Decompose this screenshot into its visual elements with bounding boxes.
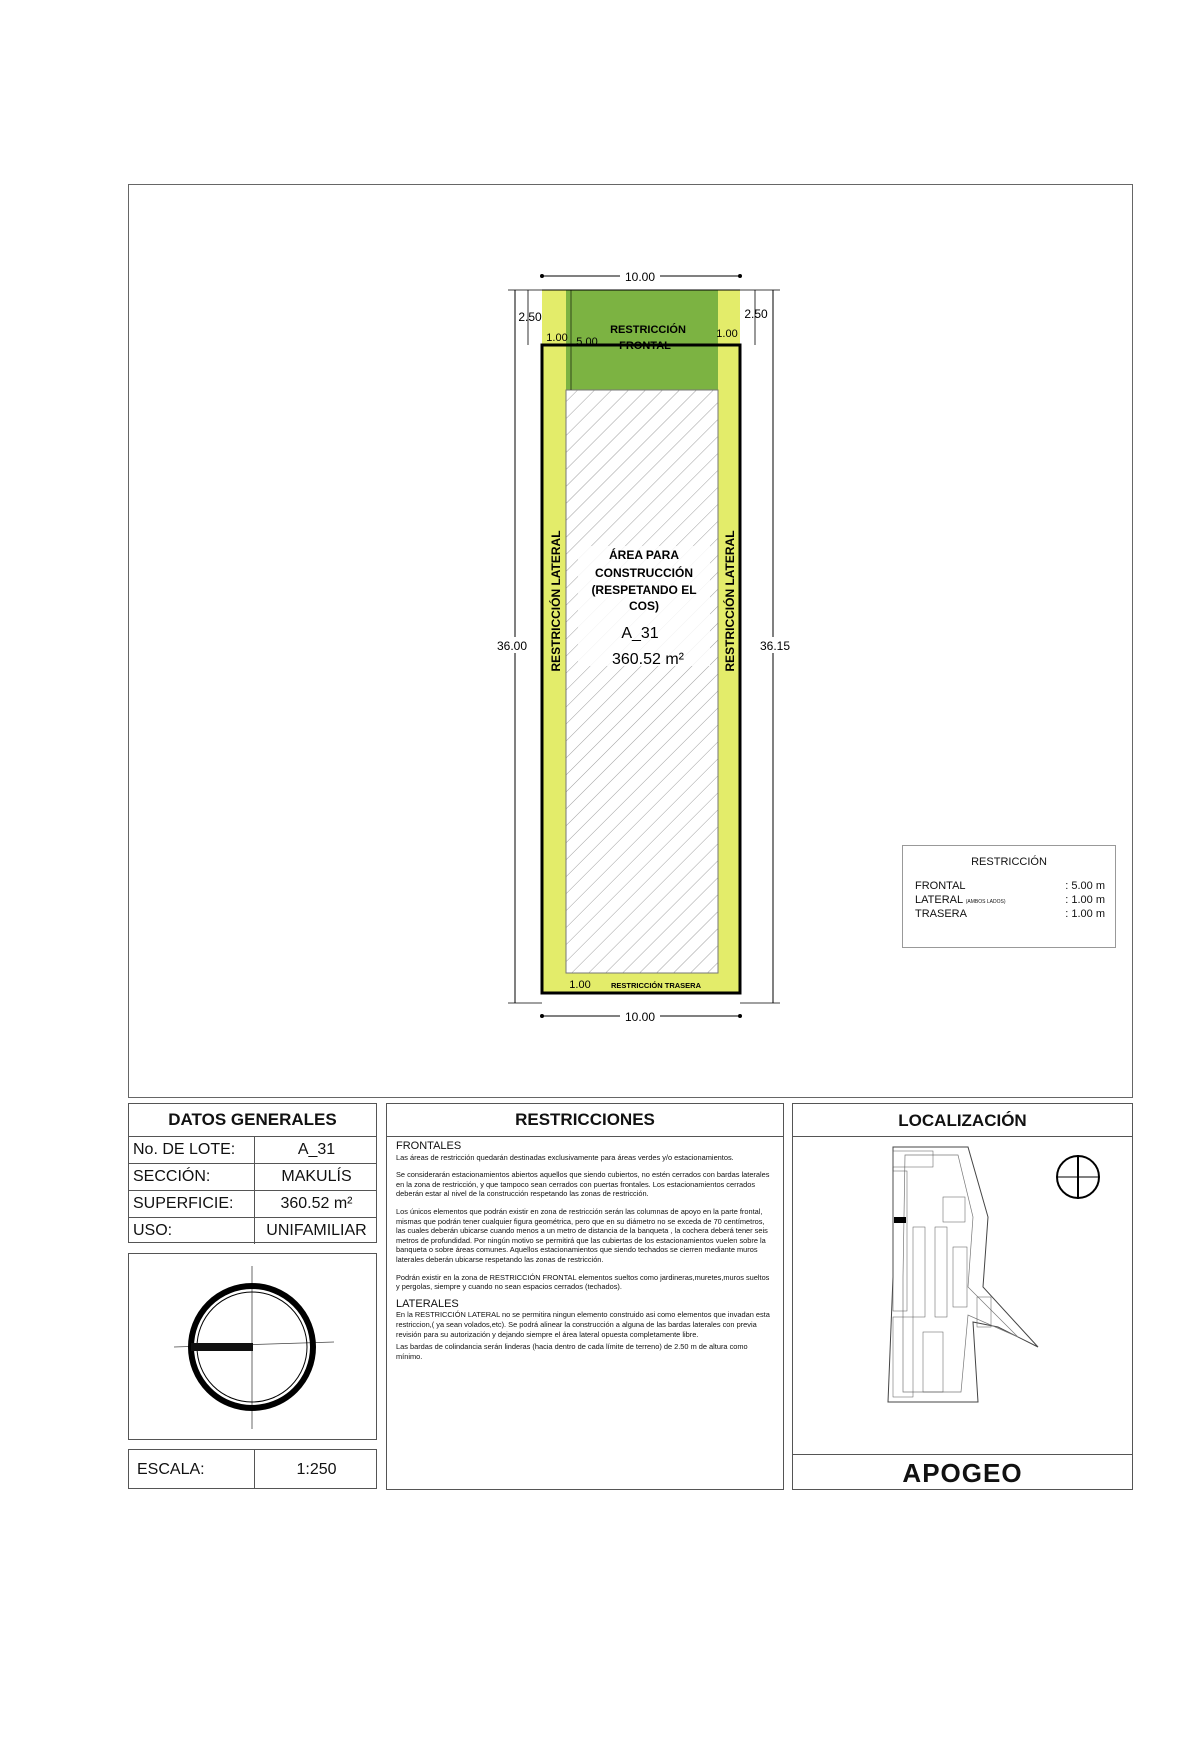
dim-trasera-text: 1.00 <box>569 979 591 991</box>
dim-setback-left-text: 2.50 <box>518 310 542 324</box>
legend-label: FRONTAL <box>915 880 966 892</box>
datos-title: DATOS GENERALES <box>129 1104 376 1137</box>
laterales-paragraph: Las bardas de colindancia serán linderas (hacia dentro de cada límite de terreno) de 2.50 m de altura como mínimo. <box>396 1342 748 1361</box>
datos-value: MAKULÍS <box>281 1168 352 1185</box>
legend-row <box>915 894 1105 908</box>
legend-value: : 5.00 m <box>1065 880 1105 892</box>
datos-row <box>129 1164 376 1191</box>
block <box>977 1297 991 1327</box>
datos-row <box>129 1218 376 1244</box>
frontal-label-line1: RESTRICCIÓN <box>610 324 686 336</box>
block <box>893 1171 907 1311</box>
frontal-label-line2: FRONTAL <box>619 340 671 352</box>
datos-divider <box>254 1218 255 1244</box>
dim-setback-right-text: 2.50 <box>744 307 768 321</box>
legend-label: LATERAL <box>915 894 963 906</box>
datos-row <box>129 1191 376 1218</box>
lateral-label-right: RESTRICCIÓN LATERAL <box>723 530 737 672</box>
frontales-heading: FRONTALES <box>396 1140 462 1152</box>
datos-label: SECCIÓN: <box>133 1168 211 1185</box>
datos-divider <box>254 1164 255 1190</box>
escala-panel <box>128 1449 377 1489</box>
area-line-4: COS) <box>629 599 659 613</box>
datos-label: USO: <box>133 1222 173 1239</box>
localizacion-title: LOCALIZACIÓN <box>793 1104 1132 1137</box>
escala-divider <box>254 1450 255 1488</box>
dim-left-text: 36.00 <box>496 639 528 653</box>
dim-top-text: 10.00 <box>624 270 656 284</box>
brand-logo: APOGEO <box>793 1454 1132 1489</box>
area-label <box>578 546 710 668</box>
datos-generales-panel <box>128 1103 377 1243</box>
site-outline <box>888 1147 1038 1402</box>
block <box>953 1247 967 1307</box>
datos-value: 360.52 m² <box>280 1195 353 1212</box>
site-blocks <box>893 1151 991 1397</box>
escala-label: ESCALA: <box>137 1461 205 1478</box>
restricciones-title: RESTRICCIONES <box>387 1104 783 1137</box>
datos-value: UNIFAMILIAR <box>266 1222 367 1239</box>
frontales-paragraph: Los únicos elementos que podrán existir en zona de restricción serán las columnas de apoyo en la parte frontal, mismas que podrán tener cualquier figura geométrica, pero que en su diámetro no se exceda de 70 centímetros, las cuales deberán ubicarse cuando menos a un metro de distancia de la banqueta , la cochera deberá tener seis metros de profundidad. Por ningún motivo se permitirá que las cubiertas de los estacionamientos vuelen sobre la banqueta o sobre áreas comunes. Aquellos estacionamientos que siendo techados se cierren mediante muros laterales deberán ubicarse respetando las zonas de restricción. <box>396 1206 768 1264</box>
construction-area <box>566 390 718 973</box>
lot-marker <box>191 1343 253 1351</box>
dim-right-text: 36.15 <box>759 639 791 653</box>
lateral-label-left: RESTRICCIÓN LATERAL <box>549 530 563 672</box>
dim-tick <box>738 274 742 278</box>
block <box>943 1197 965 1222</box>
site-inner <box>903 1155 1018 1392</box>
legend-title: RESTRICCIÓN <box>971 856 1047 868</box>
dim-tick <box>738 1014 742 1018</box>
legend-row <box>915 908 1105 922</box>
block <box>893 1151 933 1167</box>
dim-frontal-text: 5.00 <box>576 336 598 348</box>
lot-area-text: 360.52 m² <box>611 651 685 668</box>
dim-tick <box>540 274 544 278</box>
block <box>923 1332 943 1392</box>
legend-note: (AMBOS LADOS) <box>965 899 1006 905</box>
laterales-heading: LATERALES <box>396 1297 459 1310</box>
legend-value: : 1.00 m <box>1065 894 1105 906</box>
site-map <box>793 1137 1132 1455</box>
lot-position-symbol <box>129 1254 376 1439</box>
datos-label: SUPERFICIE: <box>133 1195 234 1212</box>
area-line-2: CONSTRUCCIÓN <box>595 566 693 580</box>
frontales-paragraph: Podrán existir en la zona de RESTRICCIÓN FRONTAL elementos sueltos como jardineras,muretes,muros sueltos y pergolas, siempre y cuando no sean espacios cerrados (techados). <box>396 1272 770 1292</box>
frontales-paragraph: Se considerarán estacionamientos abiertos aquellos que siendo cubiertos, no estén cerrados con bardas laterales en la zona de restricción, y que tampoco sean cerrados con puertas frontales. Los estacionamientos cerrados deberán estar al nivel de la construcción respetando las zonas de restricción. <box>396 1170 770 1199</box>
lot-id-text: A_31 <box>621 625 659 642</box>
lot-position-panel <box>128 1253 377 1440</box>
datos-divider <box>254 1191 255 1217</box>
dim-lateral-right-text: 1.00 <box>716 328 738 340</box>
legend-row <box>915 880 1105 894</box>
dim-bottom-text: 10.00 <box>624 1010 656 1024</box>
trasera-label: RESTRICCIÓN TRASERA <box>610 981 702 990</box>
block <box>913 1227 925 1317</box>
restricciones-panel <box>386 1103 784 1490</box>
restricciones-content <box>396 1142 773 1369</box>
datos-value: A_31 <box>297 1141 336 1158</box>
legend-value: : 1.00 m <box>1065 908 1105 920</box>
area-line-3: (RESPETANDO EL <box>591 583 697 597</box>
escala-value: 1:250 <box>296 1461 337 1478</box>
localizacion-panel <box>792 1103 1133 1490</box>
block <box>935 1227 947 1317</box>
restriction-legend <box>902 845 1116 948</box>
datos-row <box>129 1137 376 1164</box>
dim-lateral-left-text: 1.00 <box>546 332 568 344</box>
legend-label: TRASERA <box>915 908 967 920</box>
datos-divider <box>254 1137 255 1163</box>
frontales-paragraph: Las áreas de restricción quedarán destinadas exclusivamente para áreas verdes y/o estacionamientos. <box>396 1152 734 1162</box>
area-line-1: ÁREA PARA <box>608 548 680 562</box>
datos-label: No. DE LOTE: <box>133 1141 236 1158</box>
laterales-paragraph: En la RESTRICCIÓN LATERAL no se permitira ningun elemento construido asi como elementos que invadan esta restriccion,( ya sean volados,etc). Se podrá alinear la construcción a alguna de las bardas laterales con previa revisión para su autorización y dejando siempre el área lateral opuesta completamente libre. <box>396 1310 770 1339</box>
dim-tick <box>540 1014 544 1018</box>
highlighted-lot <box>894 1217 906 1223</box>
